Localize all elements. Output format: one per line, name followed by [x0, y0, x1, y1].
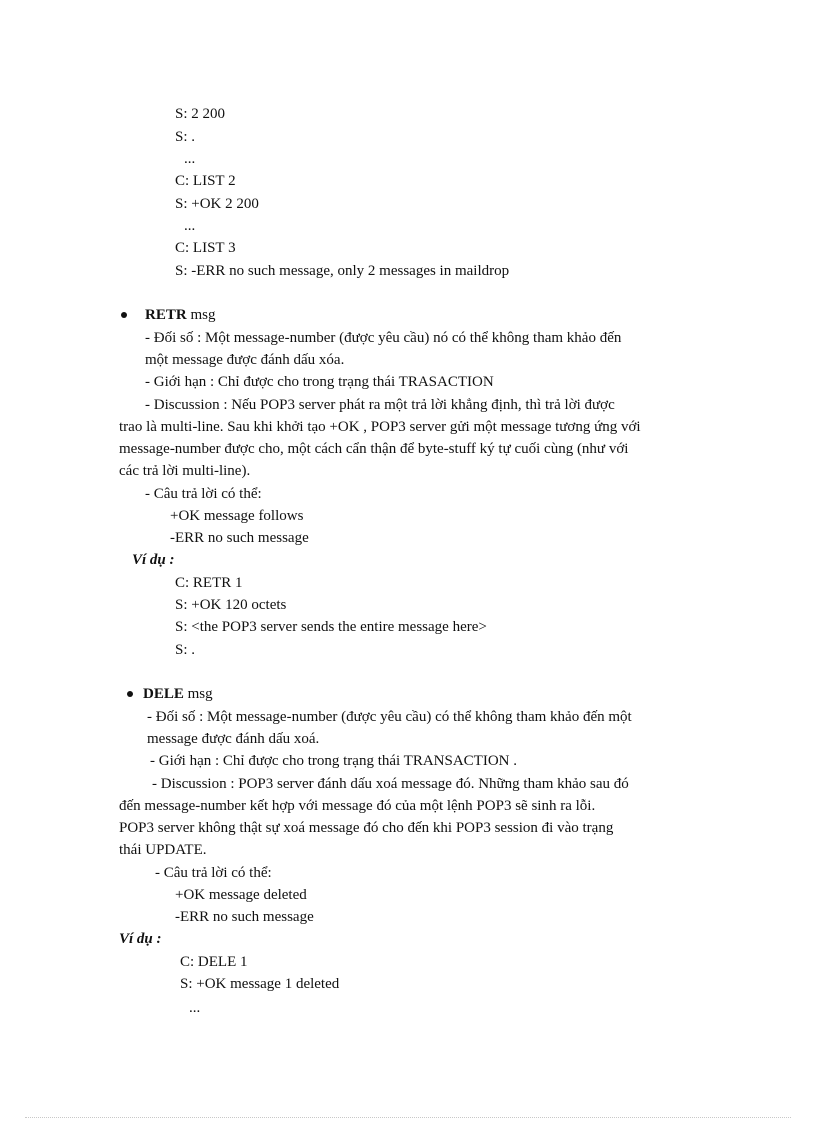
dele-discussion-cont: thái UPDATE. — [119, 842, 207, 858]
retr-discussion: - Discussion : Nếu POP3 server phát ra một trả lời khẳng định, thì trả lời được — [145, 397, 615, 413]
dele-example-label: Ví dụ : — [119, 931, 162, 947]
retr-args: - Đối số : Một message-number (được yêu cầu) nó có thể không tham khảo đến — [145, 330, 622, 346]
bullet-icon — [127, 691, 133, 697]
retr-responses-label: - Câu trả lời có thể: — [145, 486, 262, 502]
dele-args-cont: message được đánh dấu xoá. — [147, 731, 320, 747]
code-line: C: LIST 2 — [175, 173, 236, 189]
bullet-icon — [121, 312, 127, 318]
code-line: S: . — [175, 129, 196, 145]
dele-discussion-cont: đến message-number kết hợp với message đó của một lệnh POP3 sẽ sinh ra lỗi. — [119, 798, 596, 814]
dele-discussion: - Discussion : POP3 server đánh dấu xoá message đó. Những tham khảo sau đó — [152, 776, 629, 792]
dele-args: - Đối số : Một message-number (được yêu cầu) có thể không tham khảo đến một — [147, 709, 632, 725]
retr-response: +OK message follows — [170, 508, 304, 524]
retr-discussion-cont: message-number được cho, một cách cẩn thận để byte-stuff ký tự cuối cùng (như với — [119, 441, 629, 457]
retr-discussion-cont: trao là multi-line. Sau khi khởi tạo +OK , POP3 server gửi một message tương ứng với — [119, 419, 641, 435]
retr-command: RETR — [145, 307, 187, 323]
dele-arg: msg — [187, 686, 213, 702]
dele-response: -ERR no such message — [175, 909, 314, 925]
code-line: ... — [184, 218, 196, 234]
code-line: S: +OK 2 200 — [175, 196, 259, 212]
code-line: C: LIST 3 — [175, 240, 236, 256]
dele-discussion-cont: POP3 server không thật sự xoá message đó cho đến khi POP3 session đi vào trạng — [119, 820, 614, 836]
retr-heading — [145, 305, 215, 325]
dele-command: DELE — [143, 686, 184, 702]
code-line: S: -ERR no such message, only 2 messages in maildrop — [175, 263, 510, 279]
dele-restriction: - Giới hạn : Chỉ được cho trong trạng thái TRANSACTION . — [150, 753, 518, 769]
retr-response: -ERR no such message — [170, 530, 309, 546]
code-line: S: <the POP3 server sends the entire message here> — [175, 619, 487, 635]
page-bottom-divider — [25, 1117, 791, 1118]
code-line: S: +OK message 1 deleted — [180, 976, 340, 992]
retr-discussion-cont: các trả lời multi-line). — [119, 463, 251, 479]
code-line: C: RETR 1 — [175, 575, 243, 591]
code-line: ... — [184, 151, 196, 167]
code-line: S: +OK 120 octets — [175, 597, 287, 613]
retr-args-cont: một message được đánh dấu xóa. — [145, 352, 345, 368]
code-line: S: . — [175, 642, 196, 658]
code-line: ... — [189, 1000, 201, 1016]
dele-response: +OK message deleted — [175, 887, 307, 903]
retr-example-label: Ví dụ : — [132, 552, 175, 568]
code-line: C: DELE 1 — [180, 954, 248, 970]
retr-restriction: - Giới hạn : Chỉ được cho trong trạng thái TRASACTION — [145, 374, 494, 390]
dele-responses-label: - Câu trả lời có thể: — [155, 865, 272, 881]
retr-arg: msg — [190, 307, 216, 323]
dele-heading — [143, 684, 213, 704]
code-line: S: 2 200 — [175, 106, 226, 122]
